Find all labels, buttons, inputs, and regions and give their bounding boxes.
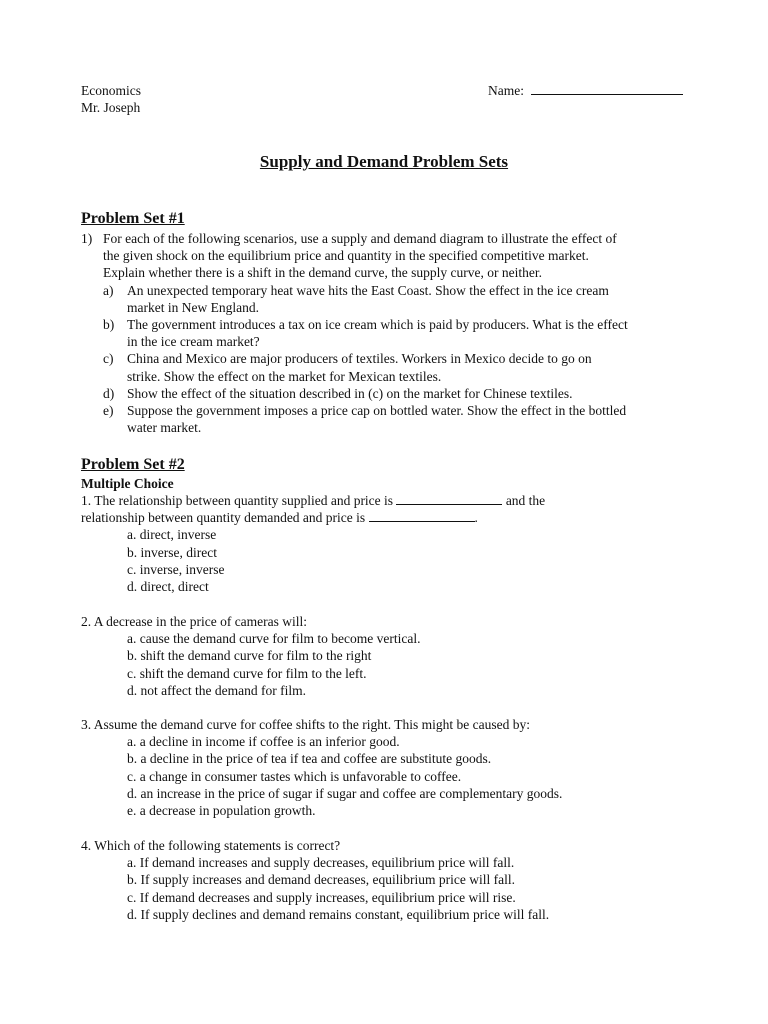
option: d. an increase in the price of sugar if sugar and coffee are complementary goods. [127, 785, 563, 801]
teacher-name: Mr. Joseph [81, 100, 141, 116]
option: b. If supply increases and demand decreases, equilibrium price will fall. [127, 872, 515, 888]
option: a. cause the demand curve for film to become vertical. [127, 631, 421, 647]
option: d. direct, direct [127, 579, 209, 595]
option: b. a decline in the price of tea if tea and coffee are substitute goods. [127, 751, 492, 767]
course-name: Economics [81, 83, 141, 98]
page-title: Supply and Demand Problem Sets [259, 152, 509, 171]
option: d. If supply declines and demand remains constant, equilibrium price will fall. [127, 906, 550, 922]
option: e. a decrease in population growth. [127, 803, 316, 819]
answer-blank [369, 509, 475, 522]
worksheet-page: Economics Mr. Joseph Name: Supply and Demand Problem Sets Problem Set #1 1) For each of the following scenarios, use a supply and demand diagram to illustrate the effect of the given shock on the equilibrium price and quantity in the specified competitive market. Explain whether there is a shift in the demand curve, the supply curve, or neither. a) An unexpected temporary heat wave hits the East Coast. Show the effect in the ice cream market in New England. b) The government introduces a tax on ice cream which is paid by producers. What is the effect in the ice cream market? c) China and Mexico are major producers of textiles. Workers in Mexico decide to go on strike. Show the effect on the market for Mexican textiles. d) Show the effect of the situation described in (c) on the market for Chinese textiles. e) Suppose the government imposes a price cap on bottled water. Show the effect in the bottled water market. Problem Set #2 Multiple Choice 1. The relationship between quantity supplied and price is and the relationship between quantity demanded and price is . a. direct, inverse b. inverse, direct c. inverse, inverse d. direct, direct 2. A decrease in the price of cameras will: a. cause the demand curve for film to become vertical. b. shift the demand curve for film to the right c. shift the demand curve for film to the left. d. not affect the demand for film. 3. Assume the demand curve for coffee shifts to the right. This might be caused by: a. a decline in income if coffee is an inferior good. b. a decline in the price of tea if tea and coffee are substitute goods. c. a change in consumer tastes which is unfavorable to coffee. d. an increase in the price of sugar if sugar and coffee are complementary goods. e. a decrease in population growth. 4. Which of the following statements is correct? a. If demand increases and supply decreases, equilibrium price will fall. b. If supply increases and demand decreases, equilibrium price will fall. c. If demand decreases and supply increases, equilibrium price will rise. d. If supply declines and demand remains constant, equilibrium price will fall. [0, 0, 768, 1024]
question-stem-continued: relationship between quantity demanded and price is . [81, 510, 478, 526]
option: b. inverse, direct [127, 544, 217, 560]
option: d. not affect the demand for film. [127, 682, 306, 698]
course-header [81, 82, 141, 116]
problem-set-1-heading: Problem Set #1 [81, 210, 185, 227]
mc-question-3 [81, 716, 562, 819]
question-stem: 4. Which of the following statements is correct? [81, 838, 341, 853]
mc-question-2 [81, 613, 421, 699]
question-stem: 1. The relationship between quantity supplied and price is and the [81, 493, 546, 508]
mc-question-1 [81, 492, 545, 595]
option: a. direct, inverse [127, 527, 217, 543]
name-label: Name: [488, 83, 524, 98]
option: c. a change in consumer tastes which is unfavorable to coffee. [127, 768, 462, 784]
question-stem: 2. A decrease in the price of cameras will: [81, 614, 308, 629]
multiple-choice-label: Multiple Choice [81, 476, 174, 491]
option: c. If demand decreases and supply increases, equilibrium price will rise. [127, 889, 516, 905]
option: c. shift the demand curve for film to the left. [127, 665, 367, 681]
question-number: 1) [81, 231, 93, 246]
option: a. If demand increases and supply decreases, equilibrium price will fall. [127, 855, 515, 871]
option: a. a decline in income if coffee is an inferior good. [127, 734, 400, 750]
question-stem: 3. Assume the demand curve for coffee shifts to the right. This might be caused by: [81, 717, 531, 732]
problem-set-2-heading: Problem Set #2 [81, 456, 185, 473]
answer-blank [396, 492, 502, 505]
option: b. shift the demand curve for film to the right [127, 648, 372, 664]
mc-question-4 [81, 837, 549, 923]
option: c. inverse, inverse [127, 561, 225, 577]
name-blank [531, 82, 683, 95]
name-field [488, 82, 683, 99]
